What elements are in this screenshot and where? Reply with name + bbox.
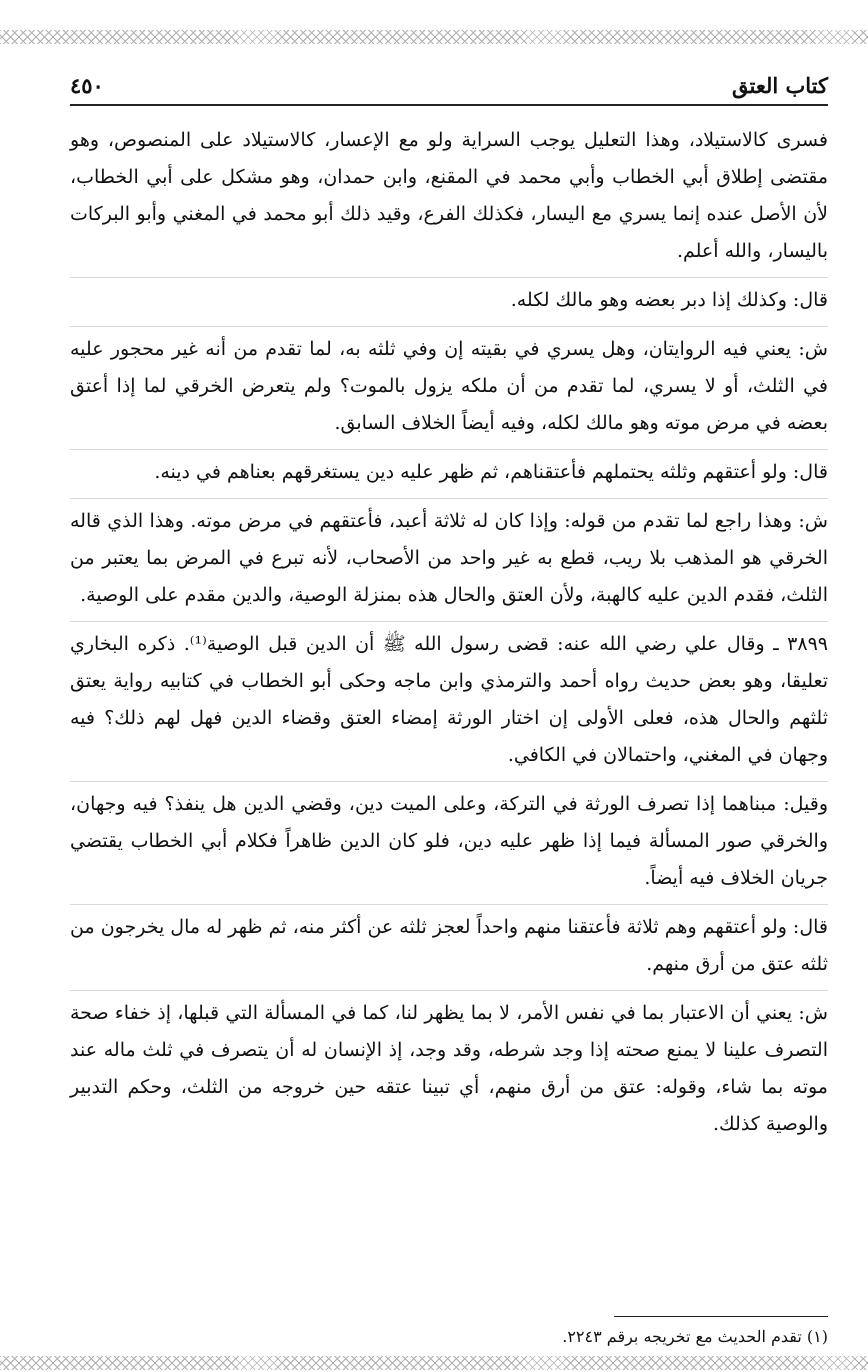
paragraph: فسرى كالاستيلاد، وهذا التعليل يوجب السراية ولو مع الإعسار، كالاستيلاد على المنصوص، وهو مقتضى إطلاق أبي الخطاب وأبي محمد في المقنع، وابن حمدان، وهو مشكل على أبي الخطاب، لأن الأصل عنده إنما يسري مع اليسار، فكذلك الفرع، وقيد ذلك أبو محمد في المغني وأبو البركات باليسار، والله أعلم. (70, 129, 828, 262)
paragraph: ش: يعني أن الاعتبار بما في نفس الأمر، لا بما يظهر لنا، كما في المسألة التي قبلها، إذ خفاء صحة التصرف علينا لا يمنع صحته إذا وجد شرطه، وقد وجد، إذ الإنسان له أن يتصرف في ثلث ماله عند موته بما شاء، وقوله: عتق من أرق منهم، أي تبينا عتقه حين خروجه من الثلث، وحكم التدبير والوصية كذلك. (70, 990, 828, 1143)
footnote: (١) تقدم الحديث مع تخريجه برقم ٢٢٤٣. (562, 1327, 828, 1346)
footnote-rule (614, 1316, 828, 1317)
main-text (70, 122, 828, 1150)
page-number: ٤٥٠ (70, 73, 104, 98)
top-ornamental-border (0, 30, 868, 44)
paragraph: قال: ولو أعتقهم وثلثه يحتملهم فأعتقناهم، ثم ظهر عليه دين يستغرقهم بعناهم في دينه. (70, 449, 828, 491)
paragraph: ش: وهذا راجع لما تقدم من قوله: وإذا كان له ثلاثة أعبد، فأعتقهم في مرض موته. وهذا الذي قاله الخرقي هو المذهب بلا ريب، قطع به غير واحد من الأصحاب، لأنه تبرع في المرض بما يعتبر من الثلث، فقدم الدين عليه كالهبة، ولأن العتق والحال هذه بمنزلة الوصية، والدين مقدم على الوصية. (70, 498, 828, 614)
paragraph: قال: ولو أعتقهم وهم ثلاثة فأعتقنا منهم واحداً لعجز ثلثه عن أكثر منه، ثم ظهر له مال يخرجون من ثلثه عتق من أرق منهم. (70, 904, 828, 983)
page-header (70, 58, 828, 98)
bottom-ornamental-border (0, 1356, 868, 1370)
header-rule (70, 104, 828, 106)
hadith-paragraph: ٣٨٩٩ ـ وقال علي رضي الله عنه: قضى رسول الله ﷺ أن الدين قبل الوصية⁽¹⁾. ذكره البخاري تعليقا، وهو بعض حديث رواه أحمد والترمذي وابن ماجه وحكى أبو الخطاب في كتابيه رواية يعتق ثلثهم والحال هذه، فعلى الأولى إن اختار الورثة إمضاء العتق وقضاء الدين فهل لهم ذلك؟ فيه وجهان في المغني، واحتمالان في الكافي. (70, 621, 828, 774)
running-title: كتاب العتق (731, 73, 828, 98)
paragraph: ش: يعني فيه الروايتان، وهل يسري في بقيته إن وفي ثلثه به، لما تقدم من أنه غير محجور عليه في الثلث، أو لا يسري، لما تقدم من أن ملكه يزول بالموت؟ ولم يتعرض الخرقي لما إذا أعتق بعضه في مرض موته وهو مالك لكله، وفيه أيضاً الخلاف السابق. (70, 326, 828, 442)
paragraph: قال: وكذلك إذا دبر بعضه وهو مالك لكله. (70, 277, 828, 319)
paragraph: وقيل: مبناهما إذا تصرف الورثة في التركة، وعلى الميت دين، وقضي الدين هل ينفذ؟ فيه وجهان، والخرقي صور المسألة فيما إذا ظهر عليه دين، فلو كان الدين ظاهراً فكلام أبي الخطاب يقتضي جريان الخلاف فيه أيضاً. (70, 781, 828, 897)
